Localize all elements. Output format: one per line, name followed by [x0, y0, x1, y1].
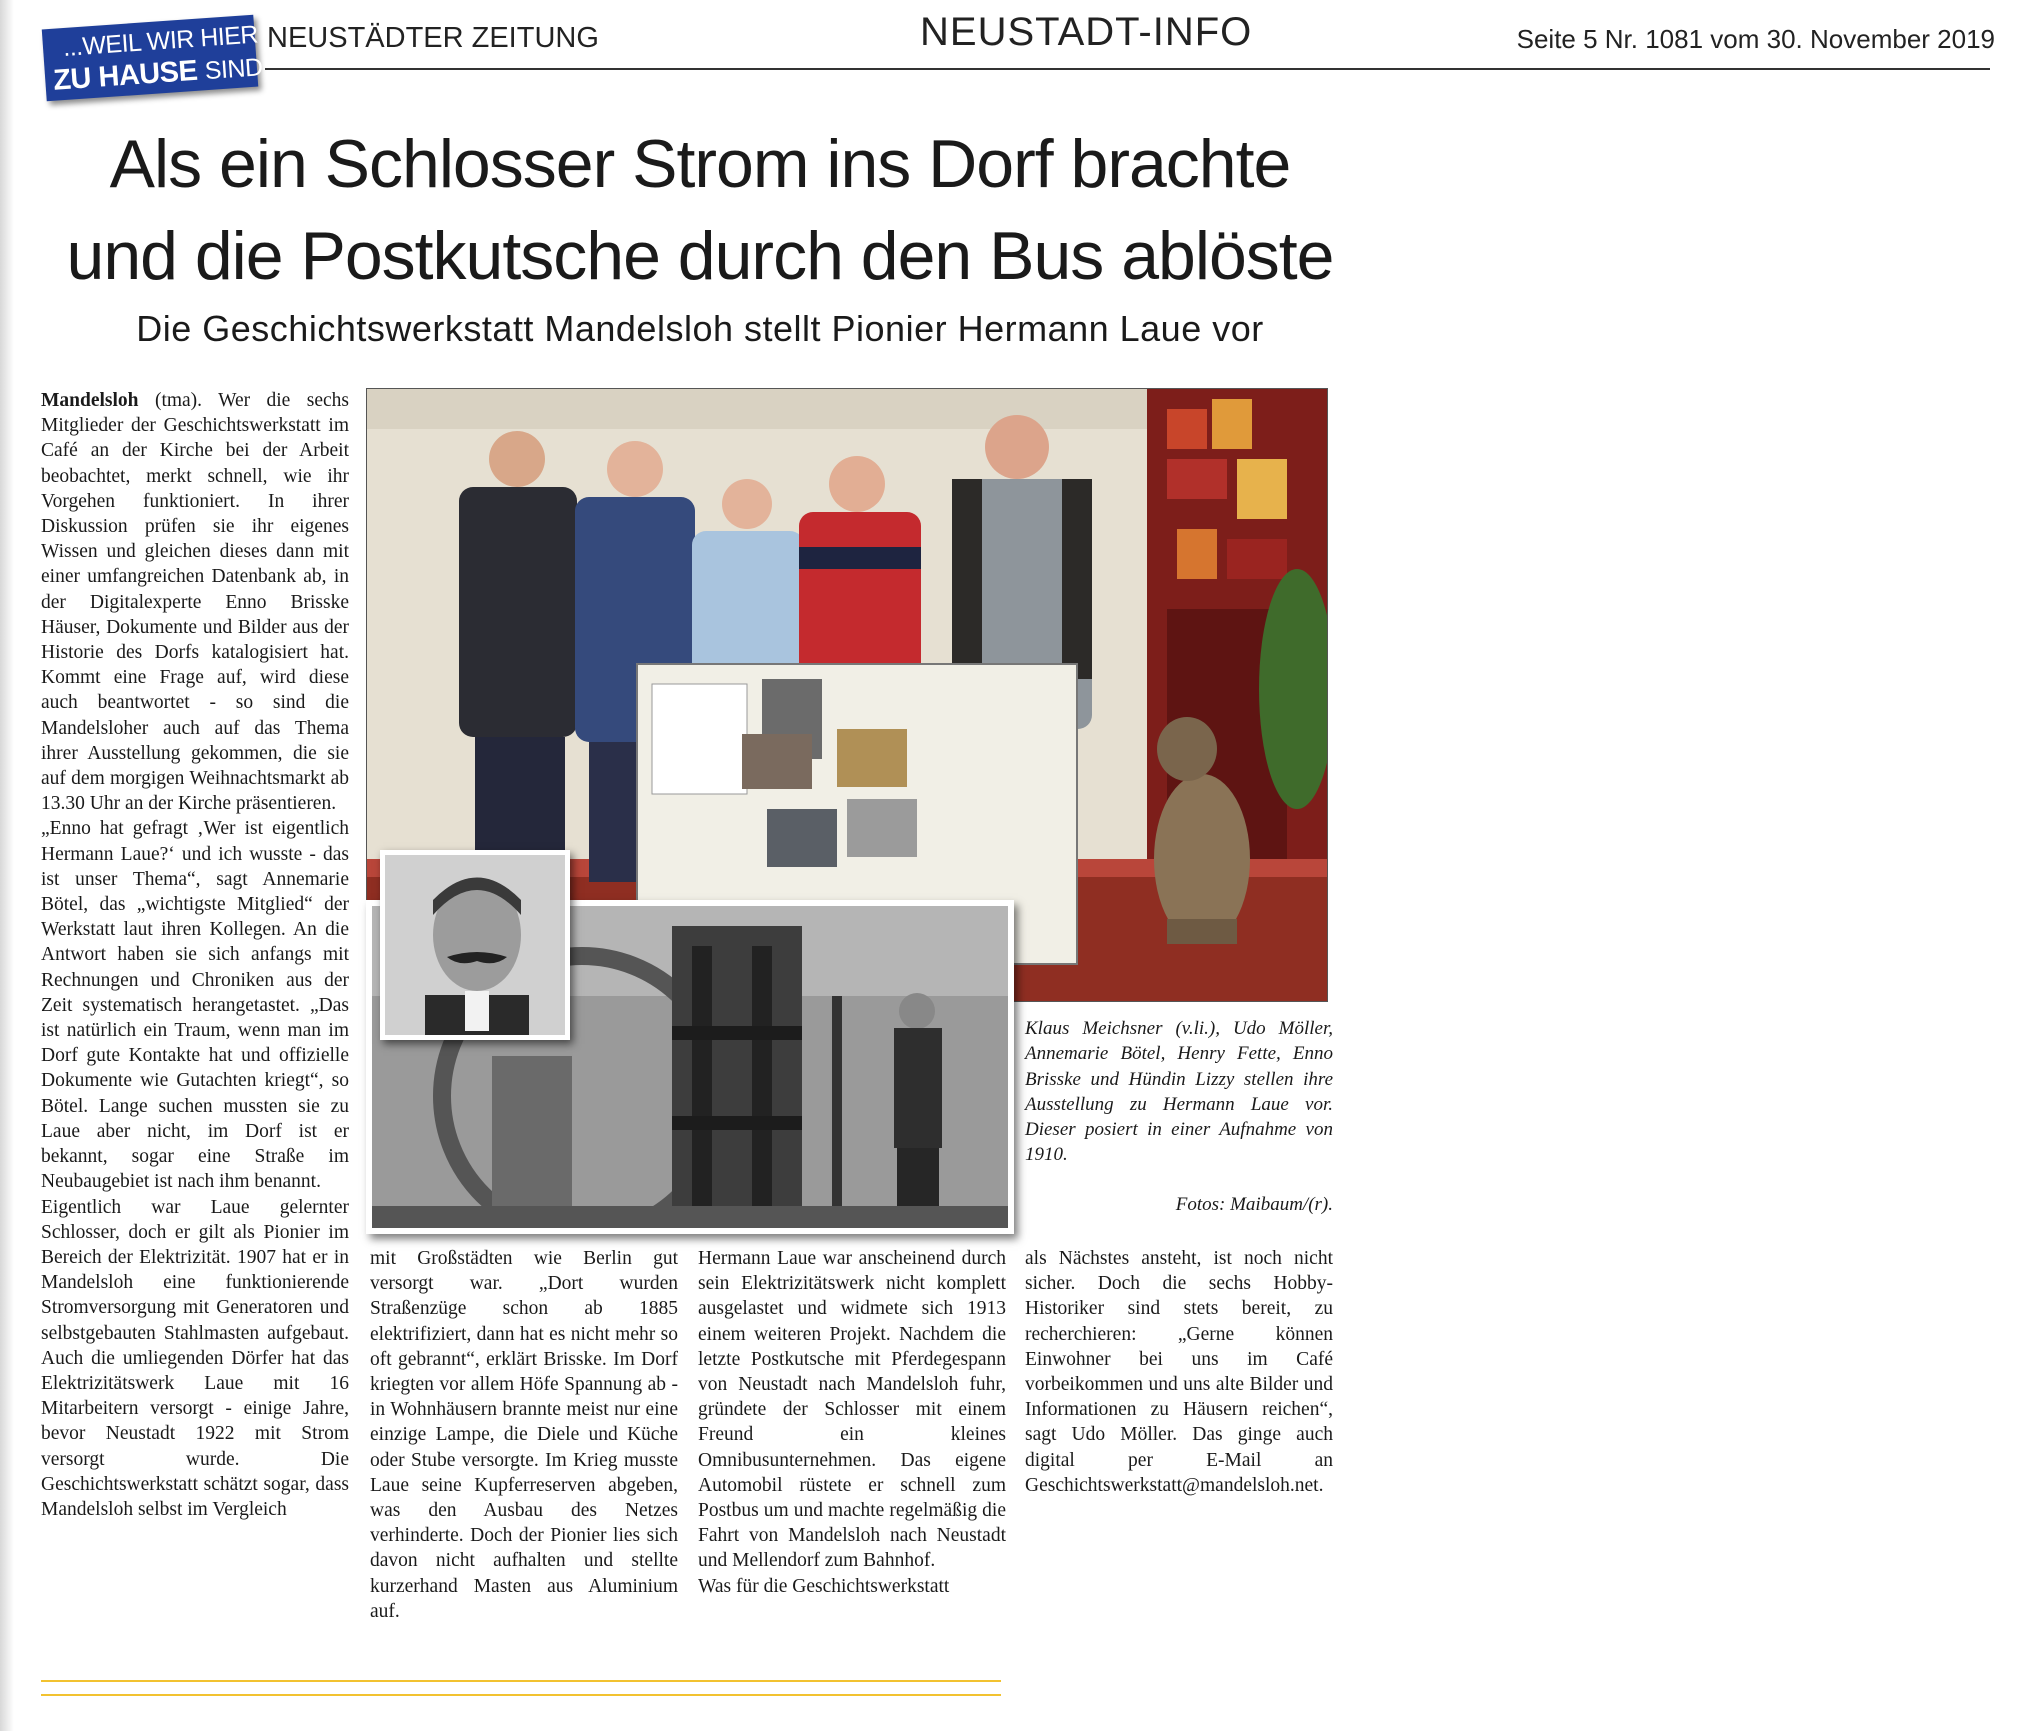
paragraph-1: [41, 388, 349, 816]
badge-line-2-light: SIND: [203, 53, 264, 86]
paragraph-1-text: (tma). Wer die sechs Mitglieder der Geschichtswerkstatt im Café an der Kirche bei der Arbeit beobachtet, merkt schnell, wie ihr Vorgehen funktioniert. In ihrer Diskussion prüfen sie ihr eigenes Wissen und gleichen dieses dann mit einer umfangreichen Datenbank ab, in der Digitalexperte Enno Brisske Häuser, Dokumente und Bilder aus der Historie des Dorfs katalogisiert hat. Kommt eine Frage auf, wird diese auch beantwortet - so sind die Mandelsloher auch auf das Thema ihrer Ausstellung gekommen, die sie auf dem morgigen Weihnachtsmarkt ab 13.30 Uhr an der Kirche präsentieren.: [41, 390, 349, 815]
header-divider: [265, 68, 1990, 70]
article-headline: [40, 118, 1360, 302]
newspaper-name: NEUSTÄDTER ZEITUNG: [267, 22, 599, 54]
slogan-badge: [42, 15, 264, 102]
page-info: Seite 5 Nr. 1081 vom 30. November 2019: [1516, 24, 1995, 54]
paragraph-5: Hermann Laue war anscheinend durch sein Elektrizitätswerk nicht komplett ausgelastet und widmete sich 1913 einem weiteren Projekt. Nachdem die letzte Postkutsche mit Pferdegespann von Neustadt nach Mandelsloh fuhr, gründete der Schlosser mit einem Freund ein kleines Omnibusunternehmen. Das eigene Automobil rüstete er schnell zum Postbus um und machte regelmäßig die Fahrt von Mandelsloh nach Neustadt und Mellendorf zum Bahnhof.: [698, 1248, 1006, 1572]
article-column-3: [698, 1246, 1006, 1676]
paragraph-7: als Nächstes ansteht, ist noch nicht sicher. Doch die sechs Hobby-Historiker sind stets bereit, zu recherchieren: „Gerne können Einwohner bei uns im Café vorbeikommen und uns alte Bilder und Informationen zu Häusern reichen“, sagt Udo Möller. Das ginge auch digital per E-Mail an Geschichtswerkstatt@mandelsloh.net.: [1025, 1248, 1333, 1496]
footer-rule-bottom: [41, 1694, 1001, 1696]
paragraph-4: mit Großstädten wie Berlin gut versorgt war. „Dort wurden Straßenzüge schon ab 1885 elektrifiziert, dann hat es nicht mehr so oft gebrannt“, erklärt Brisske. Im Dorf kriegten vor allem Höfe Spannung ab - in Wohnhäusern brannte meist nur eine einzige Lampe, die Diele und Küche oder Stube versorgte. Im Krieg musste Laue seine Kupferreserven abgeben, was den Ausbau des Netzes verhinderte. Doch der Pionier lies sich davon nicht aufhalten und stellte kurzerhand Masten aus Aluminium auf.: [370, 1248, 678, 1622]
headline-line-2: und die Postkutsche durch den Bus ablöste: [66, 218, 1334, 294]
hermann-laue-portrait: [380, 850, 570, 1040]
badge-line-2-bold: ZU HAUSE: [52, 54, 199, 97]
article-subheadline: Die Geschichtswerkstatt Mandelsloh stellt Pionier Hermann Laue vor: [136, 308, 1264, 349]
paragraph-3: Eigentlich war Laue gelernter Schlosser, doch er gilt als Pionier im Bereich der Elektrizität. 1907 hat er in Mandelsloh eine funktionierende Stromversorgung mit Generatoren und selbstgebauten Stahlmasten aufgebaut. Auch die umliegenden Dörfer hat das Elektrizitätswerk Laue mit 16 Mitarbeitern versorgt - einige Jahre, bevor Neustadt 1922 mit Strom versorgt wurde. Die Geschichtswerkstatt schätzt sogar, dass Mandelsloh selbst im Vergleich: [41, 1196, 349, 1520]
article-column-2: [370, 1246, 678, 1646]
paragraph-2: „Enno hat gefragt ‚Wer ist eigentlich Hermann Laue?‘ und ich wusste - das ist unser Thema“, sagt Annemarie Bötel, das „wichtigste Mitglied“ der Werkstatt laut ihren Kollegen. An die Antwort haben sie sich anfangs mit Rechnungen und Chroniken aus der Zeit systematisch herangetastet. „Das ist natürlich ein Traum, wenn man im Dorf gute Kontakte hat und offizielle Dokumente wie Gutachten kriegt“, so Bötel. Lange suchen mussten sie zu Laue aber nicht, im Dorf ist er bekannt, sogar eine Straße im Neubaugebiet ist nach ihm benannt.: [41, 818, 349, 1193]
article-column-4: [1025, 1246, 1333, 1526]
headline-line-1: Als ein Schlosser Strom ins Dorf brachte: [109, 126, 1291, 202]
badge-line-1: ...WEIL WIR HIER: [62, 20, 259, 63]
section-title: NEUSTADT-INFO: [920, 10, 1253, 54]
photo-credit: Fotos: Maibaum/(r).: [1175, 1194, 1333, 1215]
footer-rule-top: [41, 1680, 1001, 1682]
dateline: Mandelsloh: [41, 390, 139, 411]
paragraph-6: Was für die Geschichtswerkstatt: [698, 1575, 950, 1597]
page-edge-shadow: [0, 0, 14, 1731]
article-column-1: [41, 388, 349, 1658]
photo-caption: Klaus Meichsner (v.li.), Udo Möller, Annemarie Bötel, Henry Fette, Enno Brisske und Hündin Lizzy stellen ihre Ausstellung zu Hermann Laue vor. Dieser posiert in einer Aufnahme von 1910.: [1025, 1018, 1333, 1166]
